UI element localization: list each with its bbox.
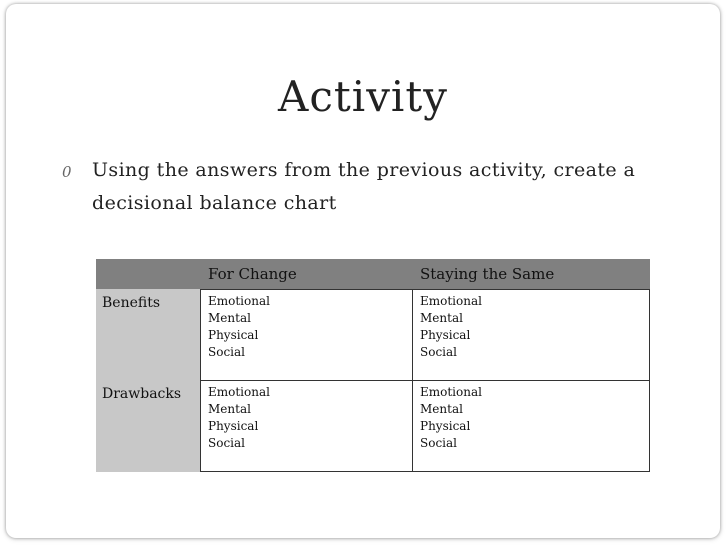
cell-line: Emotional [420,294,482,308]
cell-line: Social [420,436,457,450]
cell-drawbacks-staying-same [412,380,650,472]
cell-line: Emotional [208,294,270,308]
cell-benefits-staying-same [412,289,650,381]
cell-line: Mental [420,311,463,325]
cell-line: Mental [208,402,251,416]
cell-line: Social [420,345,457,359]
table-header-for-change: For Change [200,259,412,289]
bullet-item [62,154,668,220]
row-label-benefits: Benefits [96,289,200,380]
row-label-drawbacks: Drawbacks [96,380,200,472]
cell-line: Emotional [420,385,482,399]
bullet-text: Using the answers from the previous activity, create a decisional balance chart [92,159,636,214]
cell-line: Emotional [208,385,270,399]
cell-line: Physical [208,419,259,433]
cell-line: Physical [420,328,471,342]
cell-line: Physical [208,328,259,342]
cell-line: Mental [208,311,251,325]
cell-line: Physical [420,419,471,433]
cell-line: Mental [420,402,463,416]
slide [6,4,720,538]
slide-title: Activity [278,72,448,121]
cell-drawbacks-for-change [200,380,413,472]
cell-line: Social [208,345,245,359]
cell-benefits-for-change [200,289,413,381]
table-header-staying-same: Staying the Same [412,259,650,289]
bullet-marker: 0 [62,163,72,181]
cell-line: Social [208,436,245,450]
decisional-balance-table [96,259,650,472]
table-header-corner [96,259,200,289]
